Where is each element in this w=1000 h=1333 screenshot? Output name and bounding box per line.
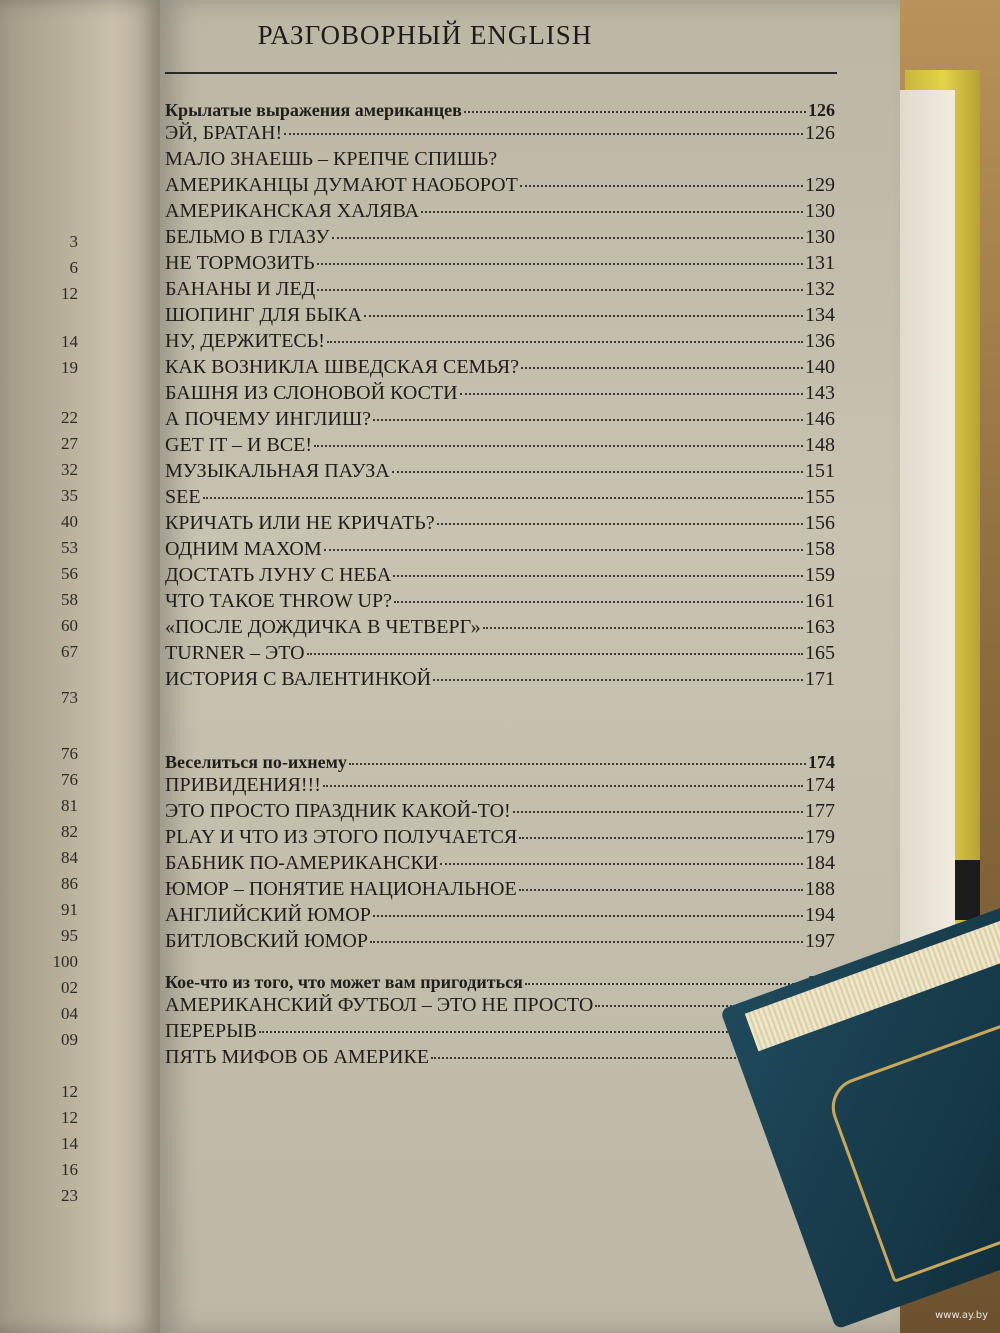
entry-title: ЮМОР – ПОНЯТИЕ НАЦИОНАЛЬНОЕ [165, 878, 517, 900]
page-number: 194 [805, 904, 835, 926]
leader-dots [440, 863, 803, 865]
left-page-number: 35 [61, 486, 78, 505]
leader-dots [332, 237, 803, 239]
left-page-number: 60 [61, 616, 78, 635]
leader-dots [519, 889, 803, 891]
entry-title: А ПОЧЕМУ ИНГЛИШ? [165, 408, 371, 430]
leader-dots [421, 211, 803, 213]
page-number: 131 [805, 252, 835, 274]
section-title: Кое-что из того, что может вам пригодиться [165, 972, 523, 992]
toc-entry [165, 800, 835, 826]
left-page-number: 27 [61, 434, 78, 453]
left-page-number: 32 [61, 460, 78, 479]
page-number: 161 [805, 590, 835, 612]
leader-dots [392, 471, 803, 473]
toc-entry [165, 304, 835, 330]
page-number: 140 [805, 356, 835, 378]
entry-title: SEE [165, 486, 201, 508]
toc-entry [165, 356, 835, 382]
left-page-number: 76 [61, 744, 78, 763]
leader-dots [370, 941, 803, 943]
left-page-number: 58 [61, 590, 78, 609]
entry-title: ЭЙ, БРАТАН! [165, 122, 283, 144]
left-page-number: 73 [61, 688, 78, 707]
left-page-number: 14 [61, 1134, 78, 1153]
entry-title: АМЕРИКАНЦЫ ДУМАЮТ НАОБОРОТ [165, 174, 518, 196]
toc-entry [165, 252, 835, 278]
toc-entry [165, 330, 835, 356]
leader-dots [203, 497, 803, 499]
page-number: 129 [805, 174, 835, 196]
entry-title: ОДНИМ МАХОМ [165, 538, 322, 560]
toc-entry [165, 826, 835, 852]
entry-title: НЕ ТОРМОЗИТЬ [165, 252, 315, 274]
toc-entry [165, 278, 835, 304]
leader-dots [317, 289, 803, 291]
entry-title: ЧТО ТАКОЕ THROW UP? [165, 590, 392, 612]
left-page [0, 0, 160, 1333]
entry-title: ПЯТЬ МИФОВ ОБ АМЕРИКЕ [165, 1046, 430, 1068]
page-number: 158 [805, 538, 835, 560]
left-page-number: 100 [52, 952, 78, 971]
entry-title: АМЕРИКАНСКАЯ ХАЛЯВА [165, 200, 420, 222]
page-number: 148 [805, 434, 835, 456]
leader-dots [349, 763, 806, 765]
left-page-number: 02 [61, 978, 78, 997]
page-number: 155 [805, 486, 835, 508]
entry-title: БИТЛОВСКИЙ ЮМОР [165, 930, 368, 952]
left-page-number: 82 [61, 822, 78, 841]
leader-dots [525, 983, 806, 985]
header-rule [165, 72, 837, 74]
toc-entry [165, 774, 835, 800]
leader-dots [324, 549, 803, 551]
leader-dots [259, 1031, 803, 1033]
entry-title: НУ, ДЕРЖИТЕСЬ! [165, 330, 325, 352]
toc-entry [165, 904, 835, 930]
leader-dots [373, 915, 803, 917]
left-page-number: 19 [61, 358, 78, 377]
entry-title: «ПОСЛЕ ДОЖДИЧКА В ЧЕТВЕРГ» [165, 616, 481, 638]
toc-entry [165, 434, 835, 460]
left-page-number: 22 [61, 408, 78, 427]
left-page-number: 3 [69, 232, 78, 251]
leader-dots [323, 785, 803, 787]
entry-title: БАШНЯ ИЗ СЛОНОВОЙ КОСТИ [165, 382, 458, 404]
page-number: 126 [805, 122, 835, 144]
page-number: 188 [805, 878, 835, 900]
leader-dots [483, 627, 803, 629]
left-page-number: 14 [61, 332, 78, 351]
left-page-number: 84 [61, 848, 78, 867]
toc-entry [165, 486, 835, 512]
left-page-number: 40 [61, 512, 78, 531]
toc-entry [165, 852, 835, 878]
toc-entry [165, 564, 835, 590]
left-page-number: 86 [61, 874, 78, 893]
entry-title: ПЕРЕРЫВ [165, 1020, 257, 1042]
left-page-number: 53 [61, 538, 78, 557]
page-number: 146 [805, 408, 835, 430]
page-number: 174 [808, 752, 835, 772]
leader-dots [394, 601, 803, 603]
leader-dots [364, 315, 803, 317]
toc-entry [165, 174, 835, 200]
leader-dots [513, 811, 803, 813]
leader-dots [521, 367, 803, 369]
leader-dots [373, 419, 803, 421]
entry-title: ЭТО ПРОСТО ПРАЗДНИК КАКОЙ-ТО! [165, 800, 511, 822]
left-page-number: 12 [61, 1108, 78, 1127]
leader-dots [317, 263, 803, 265]
leader-dots [519, 837, 803, 839]
page-number: 143 [805, 382, 835, 404]
entry-title: БЕЛЬМО В ГЛАЗУ [165, 226, 330, 248]
leader-dots [284, 133, 803, 135]
entry-title: АНГЛИЙСКИЙ ЮМОР [165, 904, 371, 926]
toc-entry [165, 538, 835, 564]
entry-title: TURNER – ЭТО [165, 642, 305, 664]
page-number: 197 [805, 930, 835, 952]
left-page-number: 04 [61, 1004, 78, 1023]
left-page-number: 91 [61, 900, 78, 919]
section-title: Крылатые выражения американцев [165, 100, 462, 120]
toc-entry [165, 512, 835, 538]
entry-title: ПРИВИДЕНИЯ!!! [165, 774, 321, 796]
page-number: 163 [805, 616, 835, 638]
toc-entry [165, 668, 835, 694]
toc-entry [165, 590, 835, 616]
leader-dots [327, 341, 803, 343]
entry-title: GET IT – И ВСЕ! [165, 434, 313, 456]
left-page-number: 6 [69, 258, 78, 277]
page-number: 126 [808, 100, 835, 120]
left-page-number: 81 [61, 796, 78, 815]
entry-title: АМЕРИКАНСКИЙ ФУТБОЛ – ЭТО НЕ ПРОСТО [165, 994, 594, 1016]
toc-entry [165, 148, 835, 174]
page-number: 134 [805, 304, 835, 326]
left-page-number: 56 [61, 564, 78, 583]
page-number: 136 [805, 330, 835, 352]
toc-entry [165, 642, 835, 668]
page-header: РАЗГОВОРНЫЙ ENGLISH [257, 20, 593, 50]
page-number: 132 [805, 278, 835, 300]
page-number: 130 [805, 226, 835, 248]
left-page-number: 12 [61, 1082, 78, 1101]
toc-entry [165, 408, 835, 434]
entry-title: КРИЧАТЬ ИЛИ НЕ КРИЧАТЬ? [165, 512, 435, 534]
left-page-number: 09 [61, 1030, 78, 1049]
watermark: www.ay.by [935, 1310, 988, 1321]
toc-entry [165, 226, 835, 252]
toc-entry [165, 200, 835, 226]
book-cover-ornament [823, 1019, 1000, 1283]
entry-title: МУЗЫКАЛЬНАЯ ПАУЗА [165, 460, 390, 482]
entry-title: МАЛО ЗНАЕШЬ – КРЕПЧЕ СПИШЬ? [165, 148, 498, 170]
page-number: 177 [805, 800, 835, 822]
page-number: 184 [805, 852, 835, 874]
left-page-number: 67 [61, 642, 78, 661]
left-page-number: 12 [61, 284, 78, 303]
page-number: 179 [805, 826, 835, 848]
page-number: 165 [805, 642, 835, 664]
entry-title: PLAY И ЧТО ИЗ ЭТОГО ПОЛУЧАЕТСЯ [165, 826, 518, 848]
left-page-number: 95 [61, 926, 78, 945]
page-number: 159 [805, 564, 835, 586]
toc-entry [165, 460, 835, 486]
toc-entry [165, 930, 835, 956]
entry-title: БАБНИК ПО-АМЕРИКАНСКИ [165, 852, 439, 874]
toc-entry [165, 382, 835, 408]
section-title: Веселиться по-ихнему [165, 752, 347, 772]
toc-entry [165, 616, 835, 642]
leader-dots [520, 185, 803, 187]
leader-dots [307, 653, 803, 655]
leader-dots [393, 575, 803, 577]
page-number: 130 [805, 200, 835, 222]
left-page-number: 16 [61, 1160, 78, 1179]
page-number: 156 [805, 512, 835, 534]
left-page-number: 23 [61, 1186, 78, 1205]
toc-entry [165, 122, 835, 148]
entry-title: КАК ВОЗНИКЛА ШВЕДСКАЯ СЕМЬЯ? [165, 356, 519, 378]
left-page-number: 76 [61, 770, 78, 789]
entry-title: ИСТОРИЯ С ВАЛЕНТИНКОЙ [165, 668, 432, 690]
page-number: 171 [805, 668, 835, 690]
leader-dots [314, 445, 803, 447]
leader-dots [464, 111, 806, 113]
entry-title: ДОСТАТЬ ЛУНУ С НЕБА [165, 564, 392, 586]
page-number: 174 [805, 774, 835, 796]
page-number: 151 [805, 460, 835, 482]
entry-title: ШОПИНГ ДЛЯ БЫКА [165, 304, 362, 326]
leader-dots [437, 523, 803, 525]
leader-dots [433, 679, 803, 681]
entry-title: БАНАНЫ И ЛЕД [165, 278, 316, 300]
toc-entry [165, 878, 835, 904]
leader-dots [460, 393, 803, 395]
